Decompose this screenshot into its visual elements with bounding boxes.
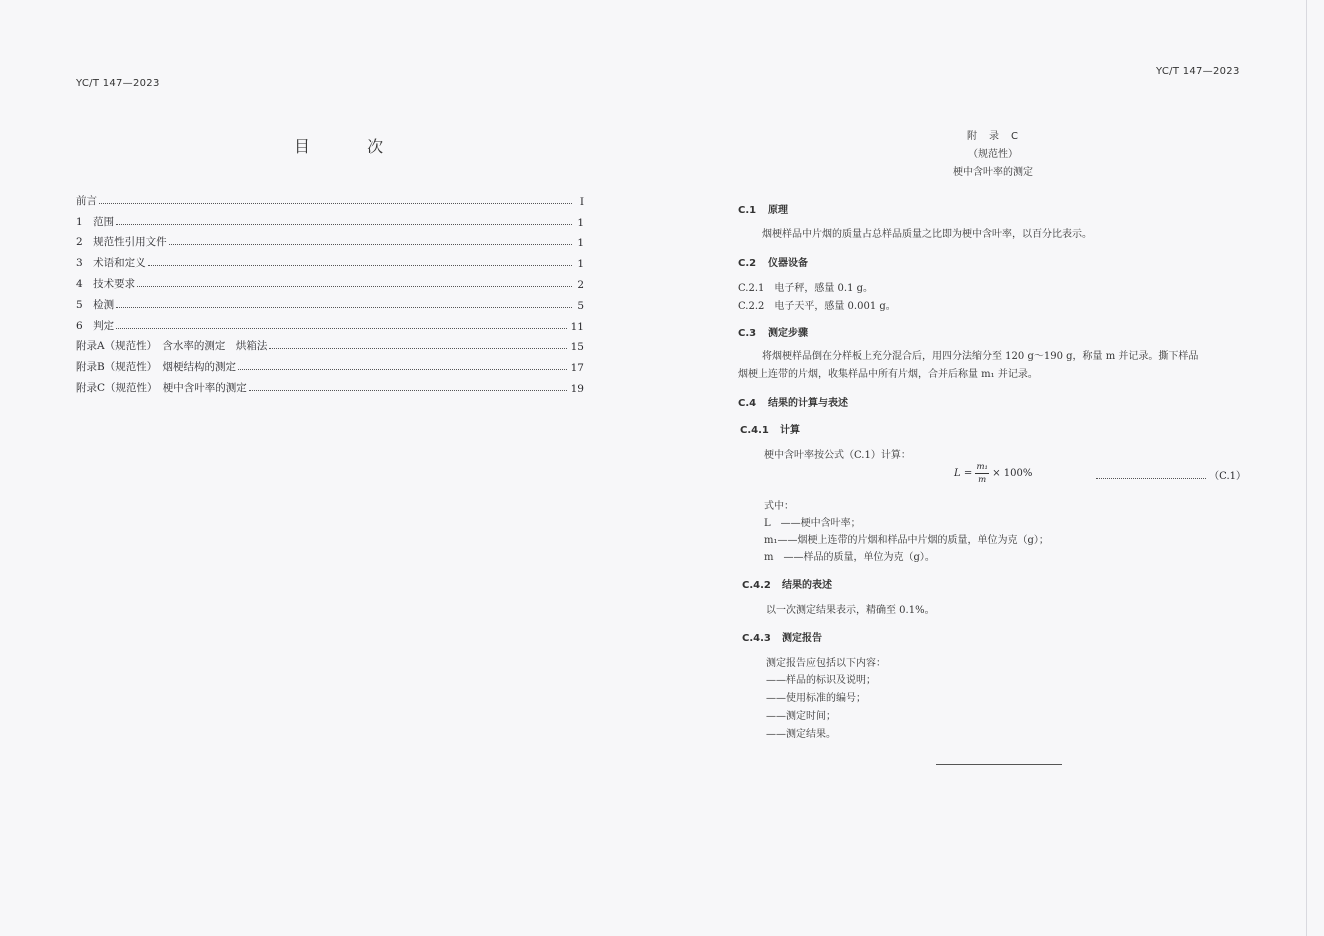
toc-entry-judgement[interactable] bbox=[76, 312, 584, 333]
section-number: C.1 bbox=[738, 205, 757, 216]
section-c4-heading bbox=[738, 394, 848, 409]
c42-text: 以一次测定结果表示，精确至 0.1%。 bbox=[766, 605, 935, 616]
c2-item: C.2.1 电子秤，感量 0.1 g。 bbox=[738, 283, 874, 294]
toc-entry-annex-c[interactable] bbox=[76, 374, 584, 395]
where-item: m ——样品的质量，单位为克（g）。 bbox=[764, 552, 935, 563]
section-title: 结果的表述 bbox=[782, 580, 832, 591]
section-number: C.4.3 bbox=[742, 633, 771, 644]
annex-name: 梗中含叶率的测定 bbox=[953, 167, 1033, 178]
toc-label: 3 术语和定义 bbox=[76, 257, 146, 270]
table-of-contents bbox=[76, 187, 584, 395]
toc-label: 附录A（规范性） 含水率的测定 烘箱法 bbox=[76, 340, 268, 353]
section-c41-heading bbox=[740, 421, 800, 436]
fraction-bar bbox=[975, 473, 989, 474]
section-number: C.4.1 bbox=[740, 425, 769, 436]
toc-leader bbox=[116, 224, 572, 225]
c43-intro: 测定报告应包括以下内容： bbox=[766, 658, 886, 669]
equation-leader bbox=[1096, 467, 1206, 479]
c3-text-line: 将烟梗样品倒在分样板上充分混合后，用四分法缩分至 120 g～190 g，称量 m 并记录。撕下样品 bbox=[762, 351, 1199, 362]
c41-text: 梗中含叶率按公式（C.1）计算： bbox=[764, 450, 911, 461]
toc-label: 6 判定 bbox=[76, 319, 115, 332]
c1-text: 烟梗样品中片烟的质量占总样品质量之比即为梗中含叶率，以百分比表示。 bbox=[762, 229, 1092, 240]
section-number: C.4.2 bbox=[742, 580, 771, 591]
equation-number-row bbox=[1096, 467, 1246, 482]
toc-label: 2 规范性引用文件 bbox=[76, 236, 167, 249]
toc-leader bbox=[238, 369, 567, 370]
toc-leader bbox=[249, 390, 567, 391]
section-title: 测定步骤 bbox=[768, 328, 808, 339]
c2-item: C.2.2 电子天平，感量 0.001 g。 bbox=[738, 301, 896, 312]
formula-lhs: L = bbox=[954, 468, 973, 479]
where-item: L ——梗中含叶率； bbox=[764, 518, 861, 529]
toc-page-number: Ⅰ bbox=[579, 195, 584, 208]
toc-label: 附录C（规范性） 梗中含叶率的测定 bbox=[76, 381, 247, 394]
toc-leader bbox=[169, 244, 572, 245]
formula-numerator: m₁ bbox=[976, 462, 988, 472]
toc-entry-scope[interactable] bbox=[76, 208, 584, 229]
toc-entry-annex-b[interactable] bbox=[76, 353, 584, 374]
report-item: ——使用标准的编号； bbox=[766, 693, 866, 704]
report-item: ——测定时间； bbox=[766, 711, 836, 722]
section-c1-heading bbox=[738, 201, 788, 216]
toc-page-number: 1 bbox=[577, 216, 584, 229]
where-intro: 式中： bbox=[764, 501, 794, 512]
toc-leader bbox=[148, 265, 572, 266]
toc-page-number: 17 bbox=[570, 362, 584, 375]
toc-entry-annex-a[interactable] bbox=[76, 333, 584, 354]
toc-page-number: 1 bbox=[577, 258, 584, 271]
formula-fraction bbox=[975, 462, 989, 485]
section-title: 仪器设备 bbox=[768, 258, 808, 269]
where-item: m₁——烟梗上连带的片烟和样品中片烟的质量，单位为克（g）； bbox=[764, 535, 1049, 546]
formula-denominator: m bbox=[978, 475, 987, 485]
toc-leader bbox=[99, 203, 572, 204]
page-edge-line bbox=[1306, 0, 1307, 936]
section-title: 测定报告 bbox=[782, 633, 822, 644]
formula-rhs: × 100% bbox=[992, 468, 1033, 479]
toc-label: 附录B（规范性） 烟梗结构的测定 bbox=[76, 361, 236, 374]
toc-leader bbox=[269, 348, 566, 349]
section-c3-heading bbox=[738, 324, 808, 339]
section-number: C.3 bbox=[738, 328, 757, 339]
page-header-right: YC/T 147—2023 bbox=[1156, 66, 1240, 77]
c3-text-line: 烟梗上连带的片烟，收集样品中所有片烟，合并后称量 m₁ 并记录。 bbox=[738, 369, 1038, 380]
toc-label: 1 范围 bbox=[76, 215, 115, 228]
toc-title: 目 次 bbox=[294, 137, 410, 156]
section-c42-heading bbox=[742, 576, 832, 591]
section-title: 原理 bbox=[768, 205, 788, 216]
section-c2-heading bbox=[738, 254, 808, 269]
section-c43-heading bbox=[742, 629, 822, 644]
toc-page-number: 1 bbox=[577, 237, 584, 250]
page-header-left: YC/T 147—2023 bbox=[76, 78, 160, 89]
toc-label: 5 检测 bbox=[76, 298, 115, 311]
toc-label: 前言 bbox=[76, 194, 97, 207]
annex-type: （规范性） bbox=[968, 149, 1018, 160]
report-item: ——样品的标识及说明； bbox=[766, 675, 876, 686]
section-title: 结果的计算与表述 bbox=[768, 398, 848, 409]
toc-page-number: 19 bbox=[570, 382, 584, 395]
toc-label: 4 技术要求 bbox=[76, 277, 136, 290]
toc-leader bbox=[116, 328, 566, 329]
toc-leader bbox=[116, 307, 572, 308]
formula-c1 bbox=[954, 462, 1032, 485]
toc-page-number: 15 bbox=[570, 341, 584, 354]
section-number: C.4 bbox=[738, 398, 757, 409]
toc-leader bbox=[137, 286, 572, 287]
toc-page-number: 2 bbox=[577, 278, 584, 291]
toc-entry-foreword[interactable] bbox=[76, 187, 584, 208]
end-rule bbox=[936, 764, 1062, 765]
equation-number: （C.1） bbox=[1209, 471, 1246, 482]
toc-entry-testing[interactable] bbox=[76, 291, 584, 312]
right-page bbox=[662, 0, 1324, 936]
section-title: 计算 bbox=[780, 425, 800, 436]
toc-entry-requirements[interactable] bbox=[76, 270, 584, 291]
report-item: ——测定结果。 bbox=[766, 729, 836, 740]
toc-page-number: 5 bbox=[577, 299, 584, 312]
annex-title: 附 录 C bbox=[967, 131, 1019, 142]
section-number: C.2 bbox=[738, 258, 757, 269]
toc-page-number: 11 bbox=[570, 320, 584, 333]
toc-entry-terms[interactable] bbox=[76, 249, 584, 270]
toc-entry-references[interactable] bbox=[76, 229, 584, 250]
